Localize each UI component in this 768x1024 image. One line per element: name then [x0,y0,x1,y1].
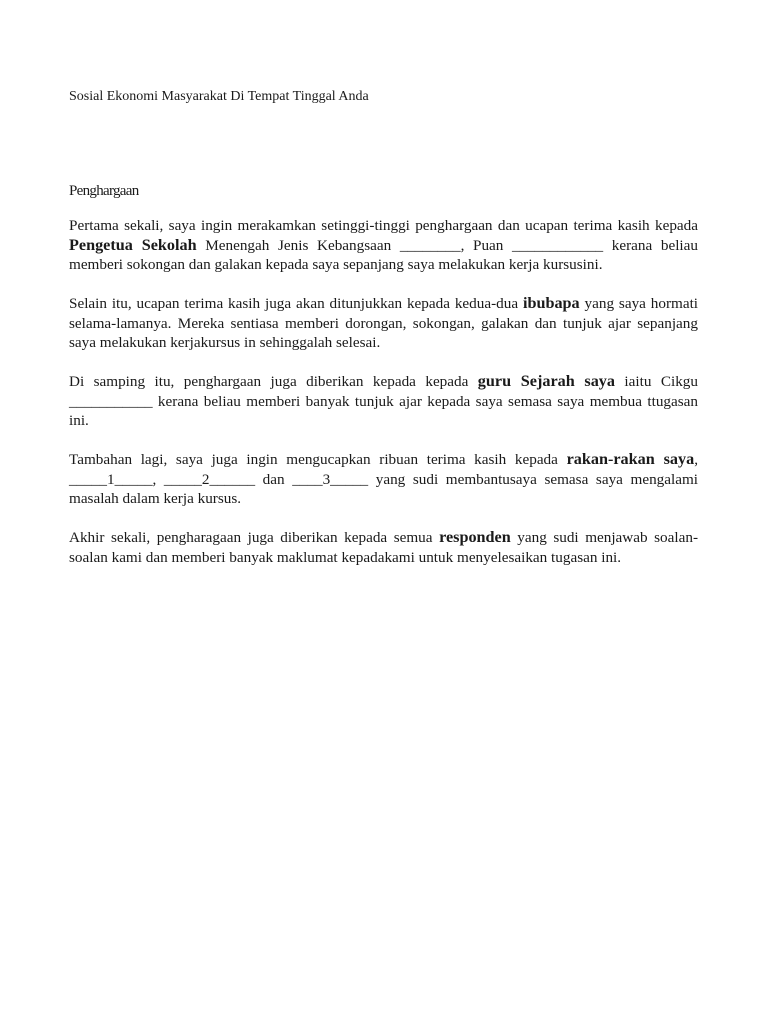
paragraph-text: Di samping itu, penghargaan juga diberikan kepada kepada [69,373,478,390]
paragraph-text: Akhir sekali, pengharagaan juga diberikan kepada semua [69,529,440,546]
bold-text: guru Sejarah saya [477,372,615,390]
bold-text: Pengetua Sekolah [69,235,197,254]
paragraph-pengetua [69,216,698,275]
bold-text: ibubapa [522,294,580,312]
paragraph-text: iaitu Cikgu ___________ kerana beliau memberi banyak tunjuk ajar kepada saya semasa saya membua ttugasan ini. [69,373,698,429]
paragraph-ibubapa [69,294,698,353]
bold-text: responden [439,528,511,546]
section-heading: Penghargaan [69,183,139,199]
paragraph-text: Pertama sekali, saya ingin merakamkan setinggi-tinggi penghargaan dan ucapan terima kasih kepada [69,217,698,234]
paragraph-text: Tambahan lagi, saya juga ingin mengucapkan ribuan terima kasih kepada [69,451,567,468]
paragraph-guru [69,372,698,431]
paragraph-text: yang saya hormati selama-lamanya. Mereka sentiasa memberi dorongan, sokongan, galakan dan tunjuk ajar sepanjang saya melakukan kerjakursus in sehinggalah selesai. [69,295,699,351]
paragraph-text: , _____1_____, _____2______ dan ____3_____ yang sudi membantusaya semasa saya mengalami masalah dalam kerja kursus. [69,451,698,507]
paragraph-responden [69,528,698,567]
paragraph-text: Menengah Jenis Kebangsaan ________, Puan ____________ kerana beliau memberi sokongan dan galakan kepada saya sepanjang saya melakukan kerja kursusini. [69,236,698,273]
paragraph-text: yang sudi menjawab soalan-soalan kami dan memberi banyak maklumat kepadakami untuk menyelesaikan tugasan ini. [69,529,698,566]
document-header-title: Sosial Ekonomi Masyarakat Di Tempat Tinggal Anda [69,89,369,104]
paragraph-text: Selain itu, ucapan terima kasih juga akan ditunjukkan kepada kedua-dua [69,295,523,312]
paragraph-rakan [69,450,698,509]
bold-text: rakan-rakan saya [566,450,695,468]
document-body [69,216,698,587]
